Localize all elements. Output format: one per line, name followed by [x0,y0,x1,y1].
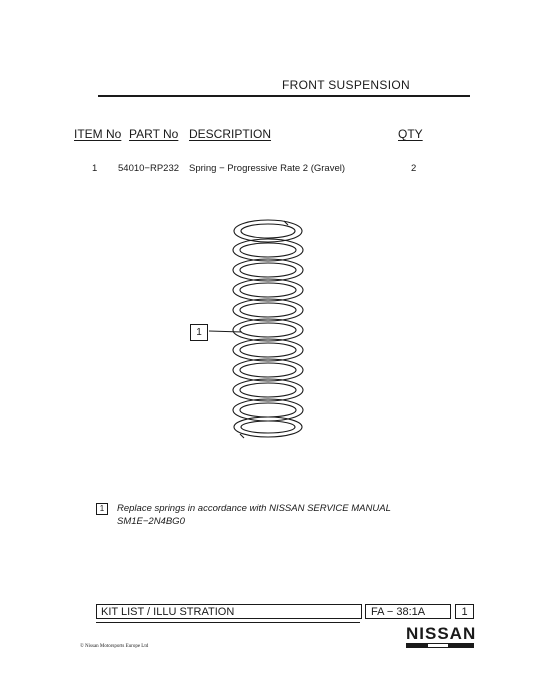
brand-logo: NISSAN [406,624,477,643]
callout-label: 1 [190,324,208,341]
footer-title: KIT LIST / ILLU STRATION [96,604,362,619]
column-header-part: PART No [129,127,179,141]
row-part: 54010−RP232 [118,163,180,174]
note-manual-code: SM1E−2N4BG0 [117,516,185,527]
note-text: Replace springs in accordance with NISSAN SERVICE MANUAL [117,503,391,514]
row-qty: 2 [411,163,417,174]
copyright: © Nissan Motorsports Europe Ltd [80,644,149,649]
footer-rule [96,622,360,623]
footer-code: FA − 38:1A [365,604,451,619]
page-title: FRONT SUSPENSION [282,78,410,92]
callout-leader [209,331,242,332]
brand-bar-icon [406,643,474,648]
column-header-qty: QTY [398,127,423,141]
column-header-item: ITEM No [74,127,122,141]
footer-page: 1 [455,604,474,619]
column-header-description: DESCRIPTION [189,127,272,141]
header-rule [98,95,470,97]
note-reference: 1 [96,503,108,515]
row-description: Spring − Progressive Rate 2 (Gravel) [189,163,346,174]
spring-coils [233,220,303,437]
row-item: 1 [92,163,98,174]
